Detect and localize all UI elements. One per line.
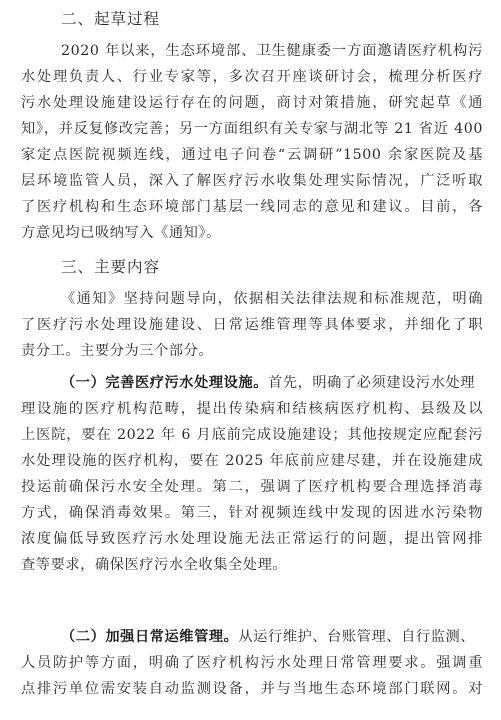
paragraph-line: 浓度偏低导致医疗污水处理设施无法正常运行的问题，提出管网排 xyxy=(21,531,483,547)
paragraph-line: 责分工。主要分为三个部分。 xyxy=(21,343,214,359)
paragraph-text: 从运行维护、台账管理、自行监测、 xyxy=(238,629,476,645)
paragraph-line: 理设施的医疗机构范畴，提出传染病和结核病医疗机构、县级及以 xyxy=(21,401,483,417)
paragraph-line: 上医院，要在 2022 年 6 月底前完成设施建设；其他按规定应配套污 xyxy=(21,427,483,443)
paragraph-line: 查等要求，确保医疗污水全收集全处理。 xyxy=(21,557,288,573)
paragraph-line: 《通知》坚持问题导向，依据相关法律法规和标准规范，明确 xyxy=(61,291,483,307)
paragraph-line: 了医疗污水处理设施建设、日常运维管理等具体要求，并细化了职 xyxy=(21,317,483,333)
paragraph-line: 水处理负责人、行业专家等，多次召开座谈研讨会，梳理分析医疗 xyxy=(21,69,483,85)
paragraph-line-part2-first xyxy=(61,624,483,650)
subsection-title-facilities: （一）完善医疗污水处理设施。 xyxy=(61,375,269,391)
paragraph-line: 投运前确保污水安全处理。第二，强调了医疗机构要合理选择消毒 xyxy=(21,479,483,495)
paragraph-text: 首先，明确了必须建设污水处理 xyxy=(268,375,476,391)
paragraph-line: 2020 年以来，生态环境部、卫生健康委一方面邀请医疗机构污 xyxy=(61,43,483,59)
subsection-title-operations: （二）加强日常运维管理。 xyxy=(61,629,239,645)
paragraph-line: 点排污单位需安装自动监测设备，并与当地生态环境部门联网。对 xyxy=(21,681,483,697)
paragraph-line: 人员防护等方面，明确了医疗机构污水处理日常管理要求。强调重 xyxy=(21,655,483,671)
section-heading-drafting: 二、起草过程 xyxy=(61,10,161,28)
paragraph-line: 方式，确保消毒效果。第三，针对视频连线中发现的因进水污染物 xyxy=(21,505,483,521)
paragraph-line: 层环境监管人员，深入了解医疗污水收集处理实际情况，广泛听取 xyxy=(21,173,483,189)
section-heading-main-content: 三、主要内容 xyxy=(61,258,161,276)
paragraph-line: 污水处理设施建设运行存在的问题，商讨对策措施，研究起草《通 xyxy=(21,95,483,111)
paragraph-line-part1-first xyxy=(61,370,483,396)
paragraph-line: 水处理设施的医疗机构，要在 2025 年底前应建尽建，并在设施建成 xyxy=(21,453,483,469)
paragraph-line: 方意见均已吸纳写入《通知》。 xyxy=(21,225,221,241)
paragraph-line: 知》，并反复修改完善；另一方面组织有关专家与湖北等 21 省近 400 xyxy=(21,121,483,137)
paragraph-line: 家定点医院视频连线，通过电子问卷“云调研”1500 余家医院及基 xyxy=(21,147,483,163)
paragraph-line: 了医疗机构和生态环境部门基层一线同志的意见和建议。目前，各 xyxy=(21,199,483,215)
